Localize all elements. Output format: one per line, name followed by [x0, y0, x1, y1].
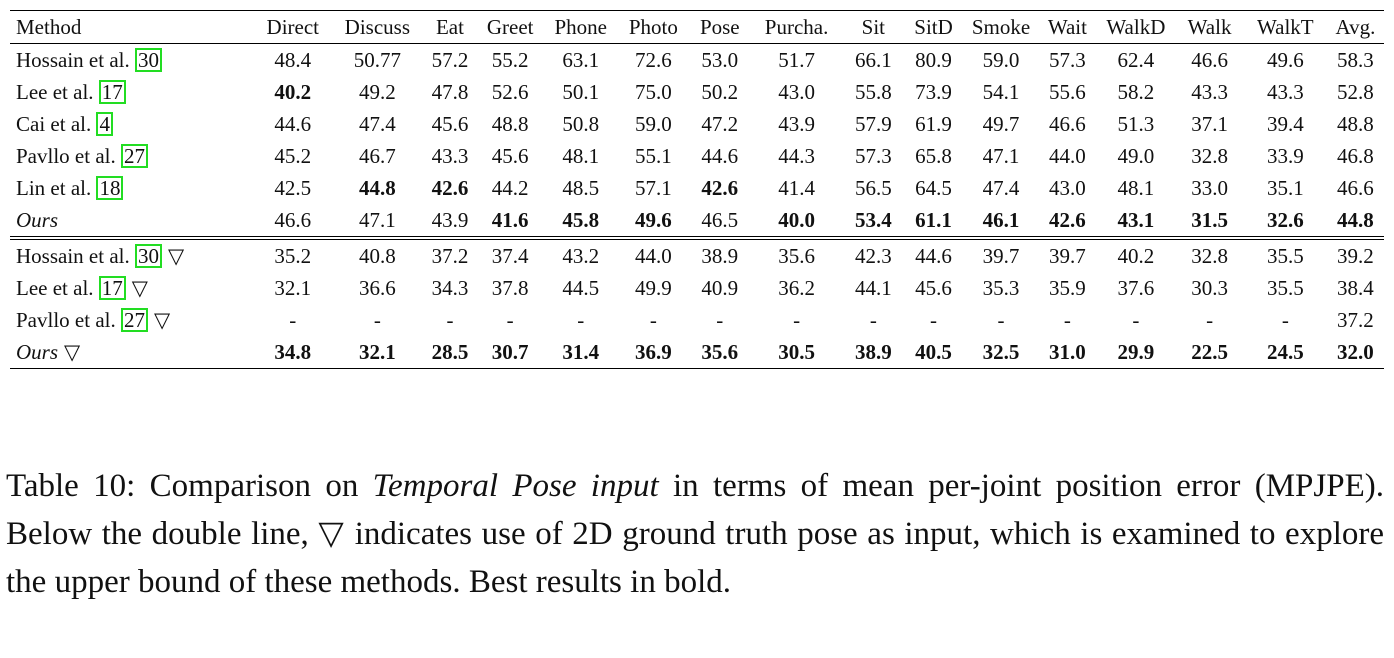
- table-row: [10, 44, 1384, 77]
- value-cell: -: [1281, 307, 1289, 332]
- value-cell: 49.6: [1266, 47, 1304, 72]
- value-cell: 44.1: [854, 275, 892, 300]
- caption-prefix: Table 10: Comparison on: [6, 468, 373, 504]
- value-cell: 43.9: [778, 111, 815, 136]
- value-cell: 50.2: [701, 79, 739, 104]
- method-cell: [10, 272, 255, 304]
- column-header: WalkT: [1257, 14, 1314, 39]
- method-name: Pavllo et al.: [16, 143, 121, 168]
- value-cell: 48.8: [491, 111, 529, 136]
- value-cell: 30.3: [1191, 275, 1228, 300]
- value-cell: 42.3: [843, 238, 903, 272]
- value-cell: 49.9: [634, 275, 672, 300]
- value-cell: 37.2: [1337, 307, 1374, 332]
- value-cell: 55.6: [1049, 79, 1086, 104]
- column-header: SitD: [914, 14, 953, 39]
- method-cell: [10, 204, 255, 238]
- value-cell: 73.9: [915, 79, 952, 104]
- table-header-row: [10, 11, 1384, 44]
- value-cell: 53.0: [701, 47, 739, 72]
- value-cell: -: [997, 307, 1005, 332]
- value-cell: 37.1: [1191, 111, 1228, 136]
- column-header: Purcha.: [764, 14, 829, 39]
- value-cell: 48.5: [562, 175, 600, 200]
- value-cell: 58.3: [1337, 47, 1374, 72]
- value-cell: 37.6: [1117, 275, 1155, 300]
- value-cell: 32.0: [1327, 336, 1384, 369]
- value-cell: 45.8: [562, 207, 600, 232]
- value-cell: 32.8: [1191, 143, 1228, 168]
- column-header: Method: [16, 14, 82, 39]
- table-row: [10, 204, 1384, 238]
- value-cell: 44.3: [778, 143, 815, 168]
- value-cell: 56.5: [854, 175, 892, 200]
- value-cell: 65.8: [915, 143, 952, 168]
- value-cell: 49.0: [1117, 143, 1155, 168]
- value-cell: 35.9: [1049, 275, 1086, 300]
- value-cell: 37.2: [424, 238, 476, 272]
- citation-link[interactable]: 27: [121, 144, 148, 168]
- table-row: [10, 336, 1384, 369]
- value-cell: 47.4: [982, 175, 1020, 200]
- value-cell: 45.2: [274, 143, 312, 168]
- value-cell: 22.5: [1175, 336, 1243, 369]
- value-cell: 43.2: [544, 238, 617, 272]
- value-cell: 57.3: [1049, 47, 1086, 72]
- value-cell: 36.6: [358, 275, 396, 300]
- value-cell: 61.9: [915, 111, 952, 136]
- value-cell: 41.4: [778, 175, 815, 200]
- value-cell: 24.5: [1244, 336, 1327, 369]
- value-cell: 66.1: [854, 47, 892, 72]
- value-cell: 45.6: [491, 143, 529, 168]
- value-cell: 44.6: [701, 143, 739, 168]
- value-cell: 40.2: [274, 79, 312, 104]
- value-cell: 59.0: [982, 47, 1020, 72]
- method-cell: [10, 336, 255, 369]
- value-cell: 36.2: [778, 275, 815, 300]
- column-header: Phone: [554, 14, 607, 39]
- value-cell: 46.6: [1049, 111, 1086, 136]
- value-cell: -: [793, 307, 801, 332]
- table-body: [10, 44, 1384, 369]
- value-cell: 46.8: [1337, 143, 1374, 168]
- value-cell: 35.2: [255, 238, 331, 272]
- method-name: Lin et al.: [16, 175, 97, 200]
- table-row: [10, 238, 1384, 272]
- value-cell: 64.5: [915, 175, 952, 200]
- column-header: Wait: [1047, 14, 1087, 39]
- value-cell: -: [577, 307, 585, 332]
- method-cell: [10, 140, 255, 172]
- value-cell: 39.2: [1327, 238, 1384, 272]
- method-cell: [10, 76, 255, 108]
- column-header: Discuss: [344, 14, 411, 39]
- value-cell: 43.3: [1266, 79, 1304, 104]
- value-cell: -: [716, 307, 724, 332]
- method-name: Lee et al.: [16, 79, 99, 104]
- value-cell: 51.3: [1117, 111, 1155, 136]
- value-cell: 46.6: [274, 207, 312, 232]
- value-cell: 37.4: [476, 238, 544, 272]
- value-cell: -: [649, 307, 657, 332]
- value-cell: 35.6: [750, 238, 843, 272]
- value-cell: 45.6: [915, 275, 952, 300]
- value-cell: 38.4: [1337, 275, 1374, 300]
- table-row: [10, 140, 1384, 172]
- value-cell: 39.7: [964, 238, 1039, 272]
- value-cell: 75.0: [634, 79, 672, 104]
- table-caption: [6, 462, 1384, 606]
- value-cell: -: [446, 307, 454, 332]
- column-header: WalkD: [1106, 14, 1166, 39]
- value-cell: 80.9: [915, 47, 952, 72]
- caption-suffix: in terms of mean per-joint position error (MPJPE). Below the double line, ▽ indicates use of 2D ground truth pose as input, which is examined to explore the upper bound of these methods. Best results in bold.: [6, 468, 1385, 600]
- value-cell: 38.9: [843, 336, 903, 369]
- value-cell: -: [869, 307, 877, 332]
- value-cell: 28.5: [424, 336, 476, 369]
- value-cell: 45.6: [431, 111, 469, 136]
- value-cell: 59.0: [634, 111, 672, 136]
- method-name: Hossain et al.: [16, 243, 135, 268]
- citation-link[interactable]: 30: [135, 48, 162, 72]
- value-cell: 46.1: [982, 207, 1020, 232]
- value-cell: 32.1: [331, 336, 424, 369]
- value-cell: 44.6: [903, 238, 963, 272]
- value-cell: 31.5: [1191, 207, 1228, 232]
- value-cell: 38.9: [690, 238, 750, 272]
- value-cell: -: [930, 307, 938, 332]
- value-cell: 62.4: [1117, 47, 1155, 72]
- value-cell: 48.1: [562, 143, 600, 168]
- value-cell: 55.1: [634, 143, 672, 168]
- column-header: Direct: [266, 14, 320, 39]
- table-row: [10, 304, 1384, 336]
- value-cell: 40.9: [701, 275, 739, 300]
- column-header: Sit: [861, 14, 886, 39]
- ground-truth-triangle-icon: ▽: [167, 243, 185, 268]
- value-cell: 36.9: [617, 336, 690, 369]
- value-cell: 43.0: [778, 79, 815, 104]
- citation-link[interactable]: 17: [99, 80, 126, 104]
- value-cell: 49.2: [358, 79, 396, 104]
- value-cell: 55.8: [854, 79, 892, 104]
- column-header: Avg.: [1335, 14, 1376, 39]
- value-cell: 42.6: [701, 175, 739, 200]
- value-cell: 49.6: [634, 207, 672, 232]
- value-cell: 46.6: [1191, 47, 1228, 72]
- table-row: [10, 76, 1384, 108]
- value-cell: -: [506, 307, 514, 332]
- ground-truth-triangle-icon: ▽: [153, 307, 171, 332]
- value-cell: 46.6: [1337, 175, 1374, 200]
- value-cell: 32.1: [274, 275, 312, 300]
- citation-link[interactable]: 27: [121, 308, 148, 332]
- value-cell: 47.1: [982, 143, 1020, 168]
- citation-link[interactable]: 18: [96, 176, 123, 200]
- column-header: Eat: [435, 14, 464, 39]
- table-row: [10, 272, 1384, 304]
- value-cell: 39.7: [1038, 238, 1096, 272]
- value-cell: -: [373, 307, 381, 332]
- column-header: Greet: [486, 14, 534, 39]
- value-cell: 53.4: [854, 207, 892, 232]
- value-cell: 58.2: [1117, 79, 1155, 104]
- value-cell: 31.4: [544, 336, 617, 369]
- value-cell: -: [1206, 307, 1214, 332]
- value-cell: 43.1: [1117, 207, 1155, 232]
- value-cell: 44.0: [1049, 143, 1086, 168]
- value-cell: 57.3: [854, 143, 892, 168]
- method-name: Ours: [16, 339, 59, 364]
- value-cell: 37.8: [491, 275, 529, 300]
- value-cell: 29.9: [1096, 336, 1175, 369]
- ground-truth-triangle-icon: ▽: [64, 339, 81, 364]
- value-cell: 72.6: [634, 47, 672, 72]
- value-cell: 57.2: [431, 47, 469, 72]
- value-cell: 34.8: [255, 336, 331, 369]
- value-cell: 57.1: [634, 175, 672, 200]
- value-cell: 35.5: [1244, 238, 1327, 272]
- value-cell: 44.0: [617, 238, 690, 272]
- value-cell: 41.6: [491, 207, 529, 232]
- method-name: Pavllo et al.: [16, 307, 121, 332]
- value-cell: 46.5: [701, 207, 739, 232]
- value-cell: 52.8: [1337, 79, 1374, 104]
- citation-link[interactable]: 30: [135, 244, 162, 268]
- mpjpe-comparison-table: [10, 10, 1384, 369]
- value-cell: 30.5: [750, 336, 843, 369]
- column-header: Smoke: [971, 14, 1031, 39]
- method-cell: [10, 172, 255, 204]
- value-cell: 44.8: [358, 175, 396, 200]
- value-cell: 33.9: [1266, 143, 1304, 168]
- value-cell: 47.8: [431, 79, 469, 104]
- value-cell: 63.1: [562, 47, 600, 72]
- value-cell: 39.4: [1266, 111, 1304, 136]
- value-cell: 40.5: [903, 336, 963, 369]
- value-cell: 35.6: [690, 336, 750, 369]
- value-cell: 43.0: [1049, 175, 1086, 200]
- citation-link[interactable]: 17: [99, 276, 126, 300]
- ground-truth-triangle-icon: ▽: [131, 275, 148, 300]
- table-row: [10, 172, 1384, 204]
- value-cell: 44.2: [491, 175, 529, 200]
- value-cell: 44.8: [1337, 207, 1374, 232]
- value-cell: 47.4: [358, 111, 396, 136]
- table-row: [10, 108, 1384, 140]
- value-cell: 54.1: [982, 79, 1020, 104]
- value-cell: 48.1: [1117, 175, 1155, 200]
- value-cell: 48.4: [274, 47, 312, 72]
- value-cell: 50.1: [562, 79, 600, 104]
- value-cell: -: [1132, 307, 1140, 332]
- value-cell: 32.6: [1266, 207, 1304, 232]
- value-cell: 40.0: [778, 207, 815, 232]
- value-cell: 43.9: [431, 207, 469, 232]
- value-cell: 40.2: [1096, 238, 1175, 272]
- value-cell: 57.9: [854, 111, 892, 136]
- value-cell: 32.8: [1175, 238, 1243, 272]
- value-cell: 52.6: [491, 79, 529, 104]
- value-cell: 32.5: [964, 336, 1039, 369]
- method-name: Ours: [16, 207, 59, 232]
- method-cell: [10, 44, 255, 77]
- value-cell: 30.7: [476, 336, 544, 369]
- method-cell: [10, 238, 255, 272]
- value-cell: 46.7: [358, 143, 396, 168]
- method-cell: [10, 304, 255, 336]
- value-cell: 49.7: [982, 111, 1020, 136]
- method-name: Hossain et al.: [16, 47, 135, 72]
- value-cell: 35.3: [982, 275, 1020, 300]
- value-cell: -: [289, 307, 297, 332]
- value-cell: 35.5: [1266, 275, 1304, 300]
- column-header: Photo: [628, 14, 678, 39]
- method-cell: [10, 108, 255, 140]
- value-cell: 33.0: [1191, 175, 1228, 200]
- method-name: Cai et al.: [16, 111, 97, 136]
- value-cell: 48.8: [1337, 111, 1374, 136]
- value-cell: 50.8: [562, 111, 600, 136]
- value-cell: 43.3: [1191, 79, 1228, 104]
- value-cell: 50.77: [353, 47, 401, 72]
- value-cell: 44.6: [274, 111, 312, 136]
- value-cell: 40.8: [331, 238, 424, 272]
- value-cell: 42.6: [431, 175, 469, 200]
- column-header: Pose: [699, 14, 740, 39]
- value-cell: -: [1063, 307, 1071, 332]
- value-cell: 34.3: [431, 275, 469, 300]
- caption-italic: Temporal Pose input: [372, 468, 659, 504]
- value-cell: 42.5: [274, 175, 312, 200]
- column-header: Walk: [1187, 14, 1232, 39]
- value-cell: 47.2: [701, 111, 739, 136]
- value-cell: 61.1: [915, 207, 952, 232]
- value-cell: 55.2: [491, 47, 529, 72]
- value-cell: 31.0: [1038, 336, 1096, 369]
- citation-link[interactable]: 4: [96, 112, 113, 136]
- value-cell: 35.1: [1266, 175, 1304, 200]
- method-name: Lee et al.: [16, 275, 99, 300]
- value-cell: 44.5: [562, 275, 600, 300]
- value-cell: 47.1: [358, 207, 396, 232]
- value-cell: 43.3: [431, 143, 469, 168]
- value-cell: 42.6: [1049, 207, 1086, 232]
- value-cell: 51.7: [778, 47, 815, 72]
- results-table-container: [10, 10, 1384, 369]
